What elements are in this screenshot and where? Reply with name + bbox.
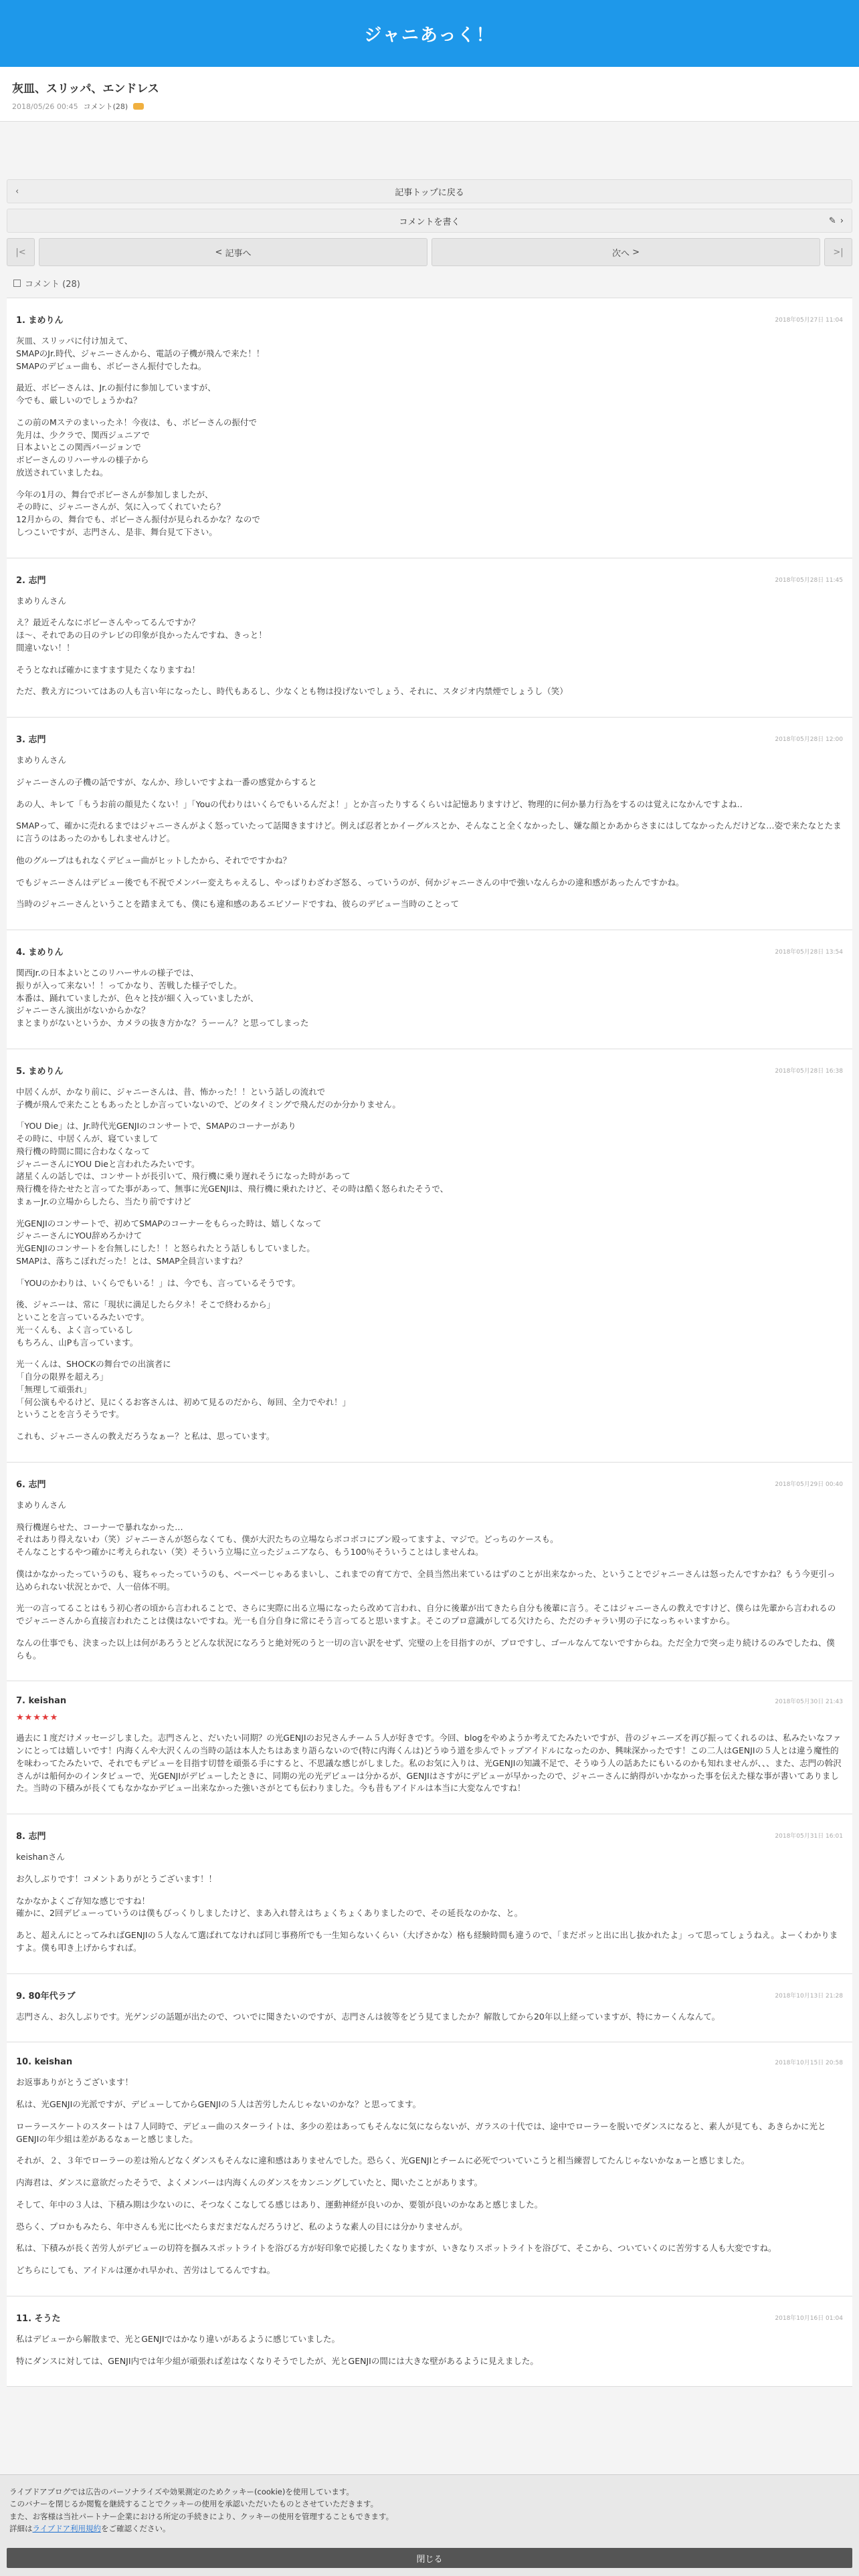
- chevron-right-icon: >: [632, 247, 640, 257]
- comment-paragraph: 私はデビューから解散まで、光とGENJIではかなり違いがあるように感じていました。: [16, 2333, 341, 2344]
- star-rating: ★★★★★: [16, 1713, 59, 1723]
- comment-paragraph: ジャニーさんの子機の話ですが、なんか、珍しいですよね一番の感覚からすると: [16, 776, 317, 787]
- comments-heading-label: コメント (28): [25, 280, 80, 290]
- comment-author: 8. 志門: [16, 1832, 46, 1842]
- comment-date: 2018年10月13日 21:28: [775, 1992, 843, 2000]
- comment-header: [16, 1696, 843, 1706]
- article-date: 2018/05/26 00:45: [12, 102, 78, 111]
- comment-header: [16, 1829, 843, 1842]
- back-to-top-label: 記事トップに戻る: [395, 187, 464, 198]
- comment-paragraph: 僕はかなかったっていうのも、寝ちゃったっていうのも、ペーペーじゃあるまいし、これまでの育て方で、全員当然出来ているはずのことが出来なかった、ということでジャニーさんは怒ったんですかね？もう今更引っ込められない状況とかで、人一倍体不明。: [16, 1568, 836, 1592]
- comment-paragraph: ただ、教え方についてはあの人も言い年になったし、時代もあるし、少なくとも物は投げないでしょう、それに、スタジオ内禁煙でしょうし（笑）: [16, 686, 568, 697]
- comment-header: [16, 2057, 843, 2067]
- comment-paragraph: あと、超えんにとってみればGENJIの５人なんて選ばれてなければ同じ事務所でも一生知らないくらい（大げさかな）格も経験時間も違うので、「まだポッと出に出し抜かれたよ」って思ってしょうねえ。よーくわかりますよ。僕も叩き上げからすれば。: [16, 1930, 838, 1953]
- comment-body: [16, 2011, 843, 2024]
- first-page-icon: |<: [15, 247, 26, 257]
- comment-date: 2018年05月30日 21:43: [775, 1699, 843, 1706]
- comment-item: [7, 2296, 852, 2387]
- comment-paragraph: 当時のジャニーさんということを踏まえても、僕にも違和感のあるエピソードですね、彼らのデビュー当時のことって: [16, 899, 460, 909]
- comment-paragraph: 過去に１度だけメッセージしました。志門さんと、だいたい同期？の光GENJIのお兄さんチーム５人が好きです。今回、blogをやめようか考えてたみたいですが、昔のジャニーズを再び振ってくれるのは、私みたいなファンにとっては嬉しいです！内海くんや大沢くんの当時の話は本人たちはあまり語らないので(特に内海くんは)どうゆう道を歩んでトップアイドルになったのか、興味深かったです！この二人はGENJIの５人とは違う魔性的を味わってたみたいで、それでもデビューを目指す切替を頑張る手にすると、不思議な感じがしました。私のお気に入りは、光GENJIの知識不足で、そうゆう人の話あたにもいるのかも知れませんが、、、また、志門の斡沢さんがは船何かのインタビューで、光GENJIがデビューしたときに、同期の光の光デビューは分かるが、GENJIはさすがにデビューが早かったので、ジャニーさんに納得がいかなかった事を伝えた様な事が書いてありました。当時の下積みが長くてもなかなかデビュー出来なかった強いさがとても伝わりました。今も昔もアイドルは本当に大変なんですね！: [16, 1733, 842, 1794]
- comment-body: [16, 754, 843, 911]
- comment-paragraph: 今年の1月の、舞台でボビーさんが参加しましたが、 その時に、ジャニーさんが、気に入ってくれていたら？ 12月からの、舞台でも、ボビーさん振付が見られるかな？なので しつこいですが、志門さん、是非、舞台見て下さい。: [16, 489, 260, 537]
- comment-paragraph: なんの仕事でも、決まった以上は何があろうとどんな状況になろうと絶対死のうと一切の言い訳をせず、完璧の上を目指すのが、プロですし、ゴールなんてないですからね。ただ全力で突っ走り続けるのみでしたね、僕らも。: [16, 1637, 835, 1660]
- last-page-button[interactable]: [824, 238, 852, 266]
- prev-article-button[interactable]: [39, 238, 427, 266]
- comment-body: [16, 595, 843, 699]
- comment-date: 2018年05月28日 12:00: [775, 736, 843, 743]
- comment-paragraph: 光一くんは、SHOCKの舞台での出演者に 「自分の限界を超えろ」 「無理して頑張れ」 「何公演もやるけど、見にくるお客さんは、初めて見るのだから、毎回、全力でやれ！」 ということを言うそうです。: [16, 1359, 351, 1420]
- comment-paragraph: そうとなれば確かにますます見たくなりますね！: [16, 664, 201, 675]
- comments-heading: [7, 273, 852, 294]
- comment-date: 2018年10月15日 20:58: [775, 2060, 843, 2067]
- write-comment-button[interactable]: [7, 209, 852, 233]
- comment-body: [16, 335, 843, 539]
- comment-paragraph: 「YOU Die」は、Jr.時代光GENJIのコンサートで、SMAPのコーナーがあり その時に、中居くんが、寝ていまして 飛行機の時間に間に合わなくなって ジャニーさんにYOU Dieと言われたみたいです。 諸星くんの話しでは、コンサートが長引いて、飛行機に乗り遅れそうになった時があって 飛行機を待たせたと言ってた事があって、無事に光GENJIは、飛行機に乗れたけど、その時は酷く怒られたそうで、 まぁーJr.の立場からしたら、当たり前ですけど: [16, 1121, 449, 1206]
- cookie-details-prefix: 詳細は: [9, 2524, 33, 2534]
- comment-body: [16, 1732, 843, 1795]
- next-article-button[interactable]: [432, 238, 820, 266]
- comment-paragraph: でもジャニーさんはデビュー後でも不祝でメンバー変えちゃえるし、やっぱりわざわざ怒る、っていうのが、何かジャニーさんの中で強いなんらかの違和感があったんですかね。: [16, 877, 684, 887]
- comment-paragraph: 後、ジャニーは、常に「現状に満足したら夕ネ！そこで終わるから」 といことを言っているみたいです。 光一くんも、よく言っているし もちろん、山Pも言っています。: [16, 1299, 276, 1348]
- comment-paragraph: 私は、光GENJIの光派ですが、デビューしてからGENJIの５人は苦労したんじゃないのかな？と思ってます。: [16, 2099, 421, 2109]
- comment-date: 2018年05月28日 16:38: [775, 1067, 843, 1075]
- comment-paragraph: 内海君は、ダンスに意欲だったそうで、よくメンバーは内海くんのダンスをカンニングしていたと、聞いたことがあります。: [16, 2177, 483, 2187]
- comment-body: [16, 2076, 843, 2277]
- comment-item: [7, 2042, 852, 2296]
- back-to-article-top-button[interactable]: [7, 179, 852, 203]
- comment-paragraph: まめりんさん: [16, 595, 67, 606]
- comment-item: [7, 1974, 852, 2043]
- comment-date: 2018年05月28日 11:45: [775, 576, 843, 584]
- comment-paragraph: 中居くんが、かなり前に、ジャニーさんは、昔、怖かった！！という話しの流れで 子機が飛んで来たこともあったとしか言っていないので、どのタイミングで飛んだのか分かりません。: [16, 1086, 401, 1109]
- cookie-details-suffix: をご確認ください。: [100, 2524, 171, 2534]
- article-title[interactable]: 灰皿、スリッパ、エンドレス: [12, 82, 159, 96]
- comment-item: [7, 1463, 852, 1682]
- comment-paragraph: 最近、ボビーさんは、Jr.の振付に参加していますが、 今でも、厳しいのでしょうかね？: [16, 383, 216, 405]
- comment-date: 2018年05月29日 00:40: [775, 1481, 843, 1488]
- comment-paragraph: それが、２、３年でローラーの差は殆んどなくダンスもそんなに違和感はありませんでした。恐らく、光GENJIとチームに必死でついていこうと相当練習してたんじゃないかなぁーと感じました。: [16, 2155, 750, 2166]
- comment-date: 2018年05月31日 16:01: [775, 1833, 843, 1840]
- chevron-left-icon: <: [215, 247, 223, 257]
- comment-header: [16, 1064, 843, 1077]
- comment-paragraph: この前のMステのまいったネ！今夜は、も、ボビーさんの振付で 先月は、少クラで、関西ジュニアで 日本よいとこの関西バージョンで ボビーさんのリハーサルの様子から 放送されていましたね。: [16, 417, 258, 477]
- comment-item: [7, 1049, 852, 1463]
- comment-paragraph: 恐らく、プロかもみたら、年中さんも光に比べたらまだまだなんだろうけど、私のような素人の目には分かりませんが。: [16, 2221, 468, 2232]
- comment-body: [16, 1086, 843, 1443]
- comment-author: 9. 80年代ラブ: [16, 1991, 76, 2002]
- cookie-banner: [0, 2474, 859, 2576]
- comment-header: [16, 573, 843, 586]
- write-comment-icons: [829, 216, 844, 226]
- comment-item: [7, 298, 852, 558]
- comment-box-icon: [13, 280, 21, 287]
- comment-author: 7. keishan: [16, 1696, 67, 1707]
- comment-paragraph: どちらにしても、アイドルは運かれ早かれ、苦労はしてるんですね。: [16, 2265, 276, 2275]
- comment-paragraph: ローラースケートのスタートは７人同時で、デビュー曲のスターライトは、多少の差はあってもそんなに気にならないが、ガラスの十代では、途中でローラーを脱いでダンスになると、素人が見ても、あきらかに光とGENJIの年少組は差があるなぁーと感じました。: [16, 2121, 826, 2144]
- comment-paragraph: SMAPって、確かに売れるまではジャニーさんがよく怒っていたって話聞きますけど。例えば忍者とかイーグルスとか、そんなこと全くなかったし、嫌な顔とかあからさまにはしてなかったんだけどな…姿で来たなとたまに言うのはあったのかもしれませんけど。: [16, 821, 842, 843]
- comment-paragraph: 飛行機遅らせた、コーナーで暴れなかった… それはあり得えないわ（笑）ジャニーさんが怒らなくても、僕が大沢たちの立場ならボコボコにブン殴ってますよ、マジで。どっちのケースも。 そんなことするやつ確かに考えられない（笑）そういう立場に立ったジュニアなら、もう100％そういうことはしませんね。: [16, 1521, 559, 1557]
- comment-paragraph: keishanさん: [16, 1852, 65, 1862]
- comment-paragraph: 光一の言ってることはもう初心者の頃から言われることで、さらに実際に出る立場になったら改めて言われ、自分に後輩が出てきたら自分も後輩に言う。そこはジャニーさんの教えですけど、僕らは先輩から言われるのでジャニーさんから直接言われたことは僕はないですね。光一も自分自身に常にそう言ってると思いますよ。そこのプロ意識がしてる欠けたら、ただのチャラい男の子になっちゃいますから。: [16, 1603, 836, 1626]
- site-title[interactable]: ジャニあっく！: [364, 25, 495, 45]
- next-article-label: 次へ: [611, 248, 630, 259]
- comment-header: [16, 945, 843, 958]
- chevron-right-icon: ›: [840, 215, 844, 226]
- first-page-button[interactable]: [7, 238, 35, 266]
- last-page-icon: >|: [833, 247, 844, 257]
- comment-count-link[interactable]: コメント(28): [83, 102, 128, 111]
- comment-header: [16, 313, 843, 326]
- comment-body: [16, 2333, 843, 2368]
- comment-body: [16, 967, 843, 1030]
- chevron-left-icon: ‹: [15, 186, 19, 197]
- comment-paragraph: 関西Jr.の日本よいとこのリハーサルの様子では、 振りが入って来ない！！ってかなり、苦戦した様子でした。 本番は、踊れていましたが、色々と技が細く入っていましたが、 ジャニーさん演出がないからかな？ まとまりがないというか、カメラの抜き方かな？うーーん？と思ってしまった: [16, 968, 309, 1028]
- comment-date: 2018年05月28日 13:54: [775, 949, 843, 956]
- comment-item: [7, 1814, 852, 1974]
- comment-paragraph: これも、ジャニーさんの教えだろうなぁー？と私は、思っています。: [16, 1431, 275, 1441]
- comment-author: 5. まめりん: [16, 1066, 64, 1077]
- comment-paragraph: なかなかよくご存知な感じですね！ 確かに、2回デビューっていうのは僕もびっくりしましたけど、まあ入れ替えはちょくちょくありましたので、その延長なのかな、と。: [16, 1895, 523, 1919]
- comment-paragraph: え？最近そんなにボビーさんやってるんですか？ ほ〜、それであの日のテレビの印象が良かったんですね、きっと！ 間違いない！！: [16, 617, 267, 653]
- comment-author: 2. 志門: [16, 575, 46, 586]
- comment-date: 2018年05月27日 11:04: [775, 317, 843, 324]
- comment-paragraph: まめりんさん: [16, 1499, 67, 1510]
- comment-list: [7, 298, 852, 2387]
- comment-paragraph: まめりんさん: [16, 755, 67, 765]
- cookie-details: [9, 2523, 850, 2535]
- comment-author: 3. 志門: [16, 735, 46, 745]
- comment-body: [16, 1851, 843, 1955]
- comment-paragraph: 志門さん、お久しぶりです。光ゲンジの話題が出たので、ついでに聞きたいのですが、志門さんは彼等をどう見てましたか？解散してから20年以上経っていますが、特にカーくんなんて。: [16, 2011, 721, 2022]
- site-header: [0, 0, 859, 67]
- cookie-close-button[interactable]: 閉じる: [7, 2548, 852, 2568]
- comment-paragraph: そして、年中の３人は、下積み期は少ないのに、そつなくこなしてる感じはあり、運動神経が良いのか、要領が良いのかなあと感じました。: [16, 2199, 543, 2210]
- comment-body: [16, 1499, 843, 1662]
- comment-paragraph: 特にダンスに対しては、GENJI内では年少組が頑張れば差はなくなりそうでしたが、光とGENJIの間には大きな壁があるように見えました。: [16, 2355, 539, 2366]
- write-comment-label: コメントを書く: [399, 217, 460, 227]
- pencil-icon: ✎: [828, 215, 836, 226]
- article-header: [0, 67, 859, 122]
- comment-header: [16, 1477, 843, 1490]
- cookie-text: ライブドアブログでは広告のパーソナライズや効果測定のためクッキー(cookie)を使用しています。 このバナーを閉じるか閲覧を継続することでクッキーの使用を承認いただいたものとさせていただきます。 また、お客様は当社パートナー企業における所定の手続きにより、クッキーの使用を管理することもできます。: [9, 2487, 394, 2521]
- comment-author: 11. そうた: [16, 2313, 61, 2324]
- comment-item: [7, 930, 852, 1049]
- comment-paragraph: 光GENJIのコンサートで、初めてSMAPのコーナーをもらった時は、嬉しくなって ジャニーさんにYOU辞めろかけて 光GENJIのコンサートを台無しにした！！と怒られたとう話しもしていました。 SMAPは、落ちこぼれだった！とは、SMAP全員言いますね？: [16, 1218, 322, 1266]
- comment-paragraph: 私は、下積みが長く苦労人がデビューの切符を掴みスポットライトを浴びる方が好印象で応援したくなりますが、いきなりスポットライトを浴びて、そこから、ついていくのに苦労する人も大変ですね。: [16, 2243, 777, 2254]
- terms-link[interactable]: ライブドア利用規約: [32, 2524, 101, 2534]
- comment-header: [16, 2311, 843, 2324]
- comment-date: 2018年10月16日 01:04: [775, 2315, 843, 2322]
- article-meta: [12, 101, 847, 112]
- comment-paragraph: あの人、キレて「もうお前の顔見たくない！」「Youの代わりはいくらでもいるんだよ！」とか言ったりするくらいは記憶ありますけど、物理的に何か暴力行為をするのは覚えになかんですよね‥: [16, 798, 743, 809]
- hand-icon: [133, 103, 144, 110]
- comment-author: 6. 志門: [16, 1479, 46, 1490]
- comment-paragraph: 他のグループはもれなくデビュー曲がヒットしたから、それでですかね？: [16, 855, 292, 865]
- comment-header: [16, 1989, 843, 2002]
- prev-article-label: 記事へ: [225, 248, 252, 259]
- comment-author: 4. まめりん: [16, 948, 64, 958]
- comment-paragraph: 「YOUのかわりは、いくらでもいる！」は、今でも、言っているそうです。: [16, 1277, 300, 1288]
- comment-paragraph: お返事ありがとうございます！: [16, 2077, 134, 2088]
- comment-header: [16, 732, 843, 745]
- comment-author: 1. まめりん: [16, 316, 64, 326]
- comment-item: [7, 1681, 852, 1814]
- comment-item: [7, 718, 852, 930]
- article-pager: [7, 238, 852, 266]
- comment-paragraph: 灰皿、スリッパに付け加えて、 SMAPのJr.時代、ジャニーさんから、電話の子機が飛んで来た！！ SMAPのデビュー曲も、ボビーさん振付でしたね。: [16, 336, 265, 371]
- comment-item: [7, 558, 852, 718]
- comment-author: 10. keishan: [16, 2057, 73, 2068]
- comment-paragraph: お久しぶりです！コメントありがとうございます！！: [16, 1873, 217, 1884]
